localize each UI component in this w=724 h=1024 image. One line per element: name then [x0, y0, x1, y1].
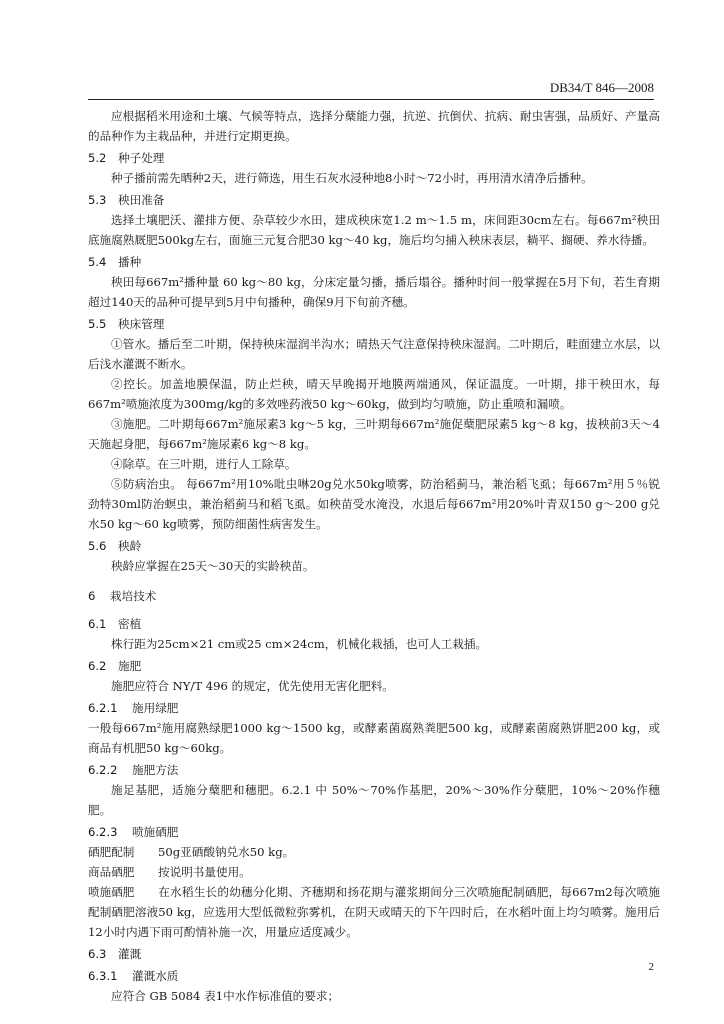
- list-item-growth-control: ②控长。加盖地膜保温，防止烂秧，晴天早晚揭开地膜两端通风，保证温度。一叶期，排干秧田水，每667m²喷施浓度为300mg/kg的多效唑药液50 kg～60kg，做到均匀喷施，防止重喷和漏喷。: [88, 377, 660, 411]
- item-text: 在水稻生长的幼穗分化期、齐穗期和扬花期与灌浆期间分三次喷施配制硒肥，每667m2每次喷施配制硒肥溶液50 kg，应选用大型低微粒弥雾机，在阴天或晴天的下午四时后，在水稻叶面上均匀喷雾。施用后12小时内遇下雨可酌情补施一次，用量应适度减少。: [88, 885, 660, 939]
- heading-title: 灌溉: [118, 947, 142, 961]
- heading-number: 5.6: [88, 539, 107, 553]
- selenium-item-spraying: [88, 882, 660, 942]
- heading-6-3: [88, 944, 660, 964]
- heading-number: 6.2: [88, 659, 107, 673]
- item-text: 按说明书量使用。: [158, 865, 251, 879]
- heading-number: 6.1: [88, 617, 107, 631]
- list-item-water: ①管水。播后至二叶期，保持秧床湿润半沟水；晴热天气注意保持秧床湿润。二叶期后，畦面建立水层，以后浅水灌溉不断水。: [88, 337, 660, 371]
- heading-6-2-1: [88, 698, 660, 718]
- heading-title: 秧龄: [118, 539, 142, 553]
- heading-5-6: [88, 536, 660, 556]
- heading-title: 喷施硒肥: [132, 825, 179, 839]
- paragraph-6-1: 株行距为25cm×21 cm或25 cm×24cm，机械化栽插，也可人工栽插。: [111, 637, 488, 651]
- list-item-fertilizing: ③施肥。二叶期每667m²施尿素3 kg～5 kg，三叶期每667m²施促蘖肥尿素5 kg～8 kg，拔秧前3天～4天施起身肥，每667m²施尿素6 kg～8 kg。: [88, 417, 660, 451]
- paragraph-6-2: 施肥应符合 NY/T 496 的规定，优先使用无害化肥料。: [111, 679, 394, 693]
- heading-5-5: [88, 314, 660, 334]
- heading-number: 6.2.3: [88, 825, 118, 839]
- paragraph-5-6: 秧龄应掌握在25天～30天的实龄秧苗。: [111, 559, 315, 573]
- paragraph-6-2-1: 一般每667m²施用腐熟绿肥1000 kg～1500 kg，或酵素菌腐熟粪肥500 kg，或酵素菌腐熟饼肥200 kg，或商品有机肥50 kg～60kg。: [88, 721, 660, 755]
- heading-title: 施肥方法: [132, 763, 179, 777]
- item-label: 喷施硒肥: [88, 885, 135, 899]
- heading-5-3: [88, 190, 660, 210]
- paragraph-5-4: 秧田每667m²播种量 60 kg～80 kg，分床定量匀播，播后塌谷。播种时间一般掌握在5月下旬，若生育期超过140天的品种可提早到5月中旬播种，确保9月下旬前齐穗。: [88, 275, 660, 309]
- item-text: 50g亚硒酸钠兑水50 kg。: [158, 845, 295, 859]
- list-item-weeding: ④除草。在三叶期，进行人工除草。: [111, 457, 297, 471]
- paragraph-6-2-2: 施足基肥，适施分蘖肥和穗肥。6.2.1 中 50%～70%作基肥，20%～30%作分蘖肥，10%～20%作穗肥。: [88, 783, 660, 817]
- item-label: 商品硒肥: [88, 865, 135, 879]
- heading-title: 播种: [118, 255, 142, 269]
- selenium-item-prep: [88, 842, 660, 862]
- intro-paragraph: 应根据稻米用途和土壤、气候等特点，选择分蘖能力强，抗逆、抗倒伏、抗病、耐虫害强，品质好、产量高的品种作为主栽品种，并进行定期更换。: [88, 109, 660, 143]
- heading-title: 栽培技术: [110, 589, 157, 603]
- heading-number: 6.2.1: [88, 701, 118, 715]
- heading-title: 种子处理: [118, 151, 165, 165]
- heading-number: 5.4: [88, 255, 107, 269]
- heading-title: 施用绿肥: [132, 701, 179, 715]
- heading-number: 6.2.2: [88, 763, 118, 777]
- header-rule: [88, 99, 654, 100]
- heading-6-2-2: [88, 760, 660, 780]
- paragraph-5-3: 选择土壤肥沃、灌排方便、杂草较少水田，建成秧床宽1.2 m～1.5 m，床间距30cm左右。每667m²秧田底施腐熟厩肥500kg左右，面施三元复合肥30 kg～40 kg，施后均匀捕入秧床表层，耥平、搁硬、养水待播。: [88, 213, 660, 247]
- heading-number: 6: [88, 589, 96, 603]
- heading-title: 秧床管理: [118, 317, 165, 331]
- page-content: [88, 106, 660, 1006]
- heading-title: 秧田准备: [118, 193, 165, 207]
- heading-number: 6.3.1: [88, 969, 118, 983]
- heading-6-2-3: [88, 822, 660, 842]
- heading-number: 5.3: [88, 193, 107, 207]
- selenium-item-commercial: [88, 862, 660, 882]
- item-label: 硒肥配制: [88, 845, 135, 859]
- standard-code: DB34/T 846—2008: [549, 80, 654, 95]
- heading-number: 5.2: [88, 151, 107, 165]
- paragraph-5-2: 种子播前需先晒种2天，进行筛选，用生石灰水浸种地8小时～72小时，再用清水清净后播种。: [111, 171, 593, 185]
- heading-5-4: [88, 252, 660, 272]
- heading-number: 6.3: [88, 947, 107, 961]
- heading-6-1: [88, 614, 660, 634]
- paragraph-6-3-1: 应符合 GB 5084 表1中水作标准值的要求；: [111, 989, 340, 1003]
- heading-6-2: [88, 656, 660, 676]
- heading-number: 5.5: [88, 317, 107, 331]
- heading-title: 密植: [118, 617, 142, 631]
- heading-6-3-1: [88, 966, 660, 986]
- page-number: 2: [648, 961, 654, 973]
- list-item-pest-control: ⑤防病治虫。 每667m²用10%吡虫啉20g兑水50kg喷雾，防治稻蓟马，兼治稻飞虱；每667m²用５％锐劲特30ml防治螟虫，兼治稻蓟马和稻飞虱。如秧苗受水淹没，水退后每667m²用20%叶青双150 g～200 g兑水50 kg～60 kg喷雾，预防细菌性病害发生。: [88, 477, 660, 531]
- heading-title: 灌溉水质: [132, 969, 179, 983]
- heading-6: [88, 586, 660, 606]
- heading-5-2: [88, 148, 660, 168]
- heading-title: 施肥: [118, 659, 142, 673]
